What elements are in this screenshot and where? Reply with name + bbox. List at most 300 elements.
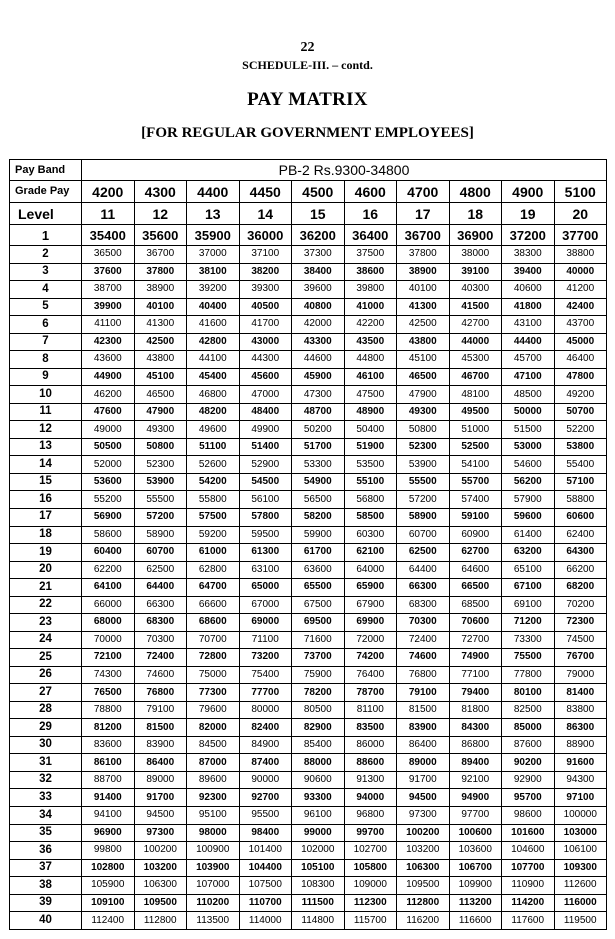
pay-value-cell: 55100 (344, 473, 397, 491)
cell-index: 34 (10, 807, 82, 825)
pay-value-cell: 76800 (397, 666, 450, 684)
matrix-row (10, 614, 607, 632)
level-cell: 13 (187, 203, 240, 225)
schedule-heading: SCHEDULE-III. – contd. (242, 58, 373, 72)
pay-value-cell: 101600 (502, 824, 555, 842)
pay-value-cell: 100900 (187, 842, 240, 860)
grade-pay-cell: 4200 (82, 181, 135, 203)
pay-value-cell: 117600 (502, 912, 555, 930)
pay-value-cell: 106700 (449, 859, 502, 877)
pay-value-cell: 114200 (502, 894, 555, 912)
pay-value-cell: 74900 (449, 649, 502, 667)
cell-index: 32 (10, 771, 82, 789)
pay-value-cell: 83900 (134, 736, 187, 754)
pay-value-cell: 64100 (82, 579, 135, 597)
cell-index: 33 (10, 789, 82, 807)
level-cell: 18 (449, 203, 502, 225)
pay-value-cell: 39300 (239, 281, 292, 299)
pay-value-cell: 38800 (554, 246, 607, 264)
pay-value-cell: 43800 (397, 333, 450, 351)
pay-value-cell: 43600 (82, 351, 135, 369)
pay-value-cell: 119500 (554, 912, 607, 930)
grade-pay-cell: 4800 (449, 181, 502, 203)
pay-value-cell: 50800 (134, 438, 187, 456)
pay-value-cell: 58800 (554, 491, 607, 509)
pay-value-cell: 110700 (239, 894, 292, 912)
pay-value-cell: 112300 (344, 894, 397, 912)
pay-value-cell: 40500 (239, 298, 292, 316)
page-number: 22 (300, 40, 315, 55)
pay-value-cell: 94300 (554, 771, 607, 789)
level-cell: 14 (239, 203, 292, 225)
pay-value-cell: 81500 (397, 701, 450, 719)
pay-value-cell: 80100 (502, 684, 555, 702)
pay-value-cell: 50400 (344, 421, 397, 439)
pay-value-cell: 96900 (82, 824, 135, 842)
pay-value-cell: 92900 (502, 771, 555, 789)
pay-value-cell: 43000 (239, 333, 292, 351)
pay-value-cell: 52300 (134, 456, 187, 474)
pay-value-cell: 98000 (187, 824, 240, 842)
pay-value-cell: 67100 (502, 579, 555, 597)
pay-value-cell: 65000 (239, 579, 292, 597)
cell-index: 10 (10, 386, 82, 404)
pay-value-cell: 57400 (449, 491, 502, 509)
pay-value-cell: 81500 (134, 719, 187, 737)
pay-value-cell: 53900 (134, 473, 187, 491)
pay-band-row (10, 160, 607, 181)
cell-index: 39 (10, 894, 82, 912)
pay-value-cell: 43800 (134, 351, 187, 369)
pay-value-cell: 95100 (187, 807, 240, 825)
pay-value-cell: 86400 (397, 736, 450, 754)
pay-value-cell: 84300 (449, 719, 502, 737)
pay-value-cell: 80500 (292, 701, 345, 719)
pay-value-cell: 49300 (134, 421, 187, 439)
pay-value-cell: 112400 (82, 912, 135, 930)
pay-value-cell: 66000 (82, 596, 135, 614)
pay-value-cell: 45000 (554, 333, 607, 351)
pay-value-cell: 42700 (449, 316, 502, 334)
cell-index: 4 (10, 281, 82, 299)
pay-value-cell: 35900 (187, 225, 240, 246)
pay-value-cell: 115700 (344, 912, 397, 930)
pay-value-cell: 59100 (449, 508, 502, 526)
pay-value-cell: 64400 (397, 561, 450, 579)
matrix-row (10, 316, 607, 334)
cell-index: 13 (10, 438, 82, 456)
pay-value-cell: 44800 (344, 351, 397, 369)
matrix-row (10, 456, 607, 474)
pay-value-cell: 97300 (397, 807, 450, 825)
pay-value-cell: 74200 (344, 649, 397, 667)
pay-value-cell: 49300 (397, 403, 450, 421)
matrix-row (10, 351, 607, 369)
pay-value-cell: 42300 (82, 333, 135, 351)
matrix-row (10, 631, 607, 649)
pay-value-cell: 62200 (82, 561, 135, 579)
pay-value-cell: 43700 (554, 316, 607, 334)
pay-value-cell: 106300 (397, 859, 450, 877)
pay-value-cell: 97300 (134, 824, 187, 842)
pay-value-cell: 49500 (449, 403, 502, 421)
pay-value-cell: 36500 (82, 246, 135, 264)
pay-value-cell: 42500 (134, 333, 187, 351)
matrix-row (10, 649, 607, 667)
pay-value-cell: 94500 (397, 789, 450, 807)
pay-value-cell: 105100 (292, 859, 345, 877)
pay-value-cell: 36700 (397, 225, 450, 246)
pay-value-cell: 89400 (449, 754, 502, 772)
pay-value-cell: 45100 (134, 368, 187, 386)
pay-value-cell: 81100 (344, 701, 397, 719)
pay-value-cell: 70700 (187, 631, 240, 649)
pay-value-cell: 51500 (502, 421, 555, 439)
pay-value-cell: 41300 (134, 316, 187, 334)
pay-value-cell: 39800 (344, 281, 397, 299)
pay-value-cell: 99000 (292, 824, 345, 842)
pay-value-cell: 46800 (187, 386, 240, 404)
pay-value-cell: 56900 (82, 508, 135, 526)
grade-pay-label: Grade Pay (10, 181, 82, 203)
cell-index: 40 (10, 912, 82, 930)
pay-value-cell: 94100 (82, 807, 135, 825)
pay-value-cell: 42400 (554, 298, 607, 316)
pay-value-cell: 85400 (292, 736, 345, 754)
pay-value-cell: 40300 (449, 281, 502, 299)
pay-value-cell: 36700 (134, 246, 187, 264)
matrix-row (10, 544, 607, 562)
pay-value-cell: 114800 (292, 912, 345, 930)
pay-value-cell: 82500 (502, 701, 555, 719)
pay-value-cell: 62500 (397, 544, 450, 562)
pay-value-cell: 41000 (344, 298, 397, 316)
pay-value-cell: 39100 (449, 263, 502, 281)
cell-index: 27 (10, 684, 82, 702)
pay-value-cell: 50500 (82, 438, 135, 456)
cell-index: 7 (10, 333, 82, 351)
pay-value-cell: 69100 (502, 596, 555, 614)
pay-value-cell: 47900 (134, 403, 187, 421)
cell-index: 5 (10, 298, 82, 316)
matrix-row (10, 491, 607, 509)
pay-value-cell: 50800 (397, 421, 450, 439)
pay-value-cell: 66500 (449, 579, 502, 597)
pay-value-cell: 72400 (397, 631, 450, 649)
pay-value-cell: 57800 (239, 508, 292, 526)
pay-value-cell: 84500 (187, 736, 240, 754)
pay-value-cell: 93300 (292, 789, 345, 807)
pay-value-cell: 68300 (397, 596, 450, 614)
pay-value-cell: 64400 (134, 579, 187, 597)
pay-value-cell: 52500 (449, 438, 502, 456)
pay-value-cell: 92100 (449, 771, 502, 789)
pay-value-cell: 116600 (449, 912, 502, 930)
pay-value-cell: 35400 (82, 225, 135, 246)
cell-index: 14 (10, 456, 82, 474)
pay-value-cell: 52000 (82, 456, 135, 474)
pay-value-cell: 103000 (554, 824, 607, 842)
pay-value-cell: 40800 (292, 298, 345, 316)
cell-index: 23 (10, 614, 82, 632)
matrix-row (10, 684, 607, 702)
pay-value-cell: 53600 (82, 473, 135, 491)
matrix-row (10, 333, 607, 351)
pay-value-cell: 66200 (554, 561, 607, 579)
pay-value-cell: 64300 (554, 544, 607, 562)
pay-value-cell: 106100 (554, 842, 607, 860)
pay-value-cell: 58900 (397, 508, 450, 526)
pay-value-cell: 53800 (554, 438, 607, 456)
pay-value-cell: 70000 (82, 631, 135, 649)
pay-value-cell: 37200 (502, 225, 555, 246)
pay-value-cell: 38000 (449, 246, 502, 264)
pay-value-cell: 60700 (397, 526, 450, 544)
grade-pay-cell: 4300 (134, 181, 187, 203)
pay-value-cell: 40400 (187, 298, 240, 316)
pay-value-cell: 50000 (502, 403, 555, 421)
pay-value-cell: 44600 (292, 351, 345, 369)
pay-value-cell: 46700 (449, 368, 502, 386)
matrix-row (10, 789, 607, 807)
pay-value-cell: 87400 (239, 754, 292, 772)
cell-index: 24 (10, 631, 82, 649)
pay-value-cell: 37800 (397, 246, 450, 264)
cell-index: 3 (10, 263, 82, 281)
pay-value-cell: 82900 (292, 719, 345, 737)
pay-value-cell: 62400 (554, 526, 607, 544)
pay-value-cell: 88700 (82, 771, 135, 789)
page-title: PAY MATRIX (247, 89, 368, 110)
pay-value-cell: 74300 (82, 666, 135, 684)
pay-value-cell: 43300 (292, 333, 345, 351)
pay-value-cell: 48700 (292, 403, 345, 421)
pay-value-cell: 90000 (239, 771, 292, 789)
pay-value-cell: 72300 (554, 614, 607, 632)
pay-value-cell: 48100 (449, 386, 502, 404)
pay-value-cell: 59500 (239, 526, 292, 544)
cell-index: 16 (10, 491, 82, 509)
level-cell: 11 (82, 203, 135, 225)
cell-index: 18 (10, 526, 82, 544)
pay-value-cell: 37000 (187, 246, 240, 264)
pay-value-cell: 95500 (239, 807, 292, 825)
pay-value-cell: 102800 (82, 859, 135, 877)
pay-value-cell: 63100 (239, 561, 292, 579)
pay-value-cell: 65900 (344, 579, 397, 597)
cell-index: 26 (10, 666, 82, 684)
pay-value-cell: 59200 (187, 526, 240, 544)
level-cell: 15 (292, 203, 345, 225)
pay-value-cell: 58900 (134, 526, 187, 544)
matrix-row (10, 754, 607, 772)
pay-value-cell: 38300 (502, 246, 555, 264)
pay-value-cell: 44400 (502, 333, 555, 351)
pay-value-cell: 97100 (554, 789, 607, 807)
cell-index: 8 (10, 351, 82, 369)
pay-value-cell: 77300 (187, 684, 240, 702)
pay-value-cell: 78800 (82, 701, 135, 719)
pay-value-cell: 86100 (82, 754, 135, 772)
pay-value-cell: 57900 (502, 491, 555, 509)
pay-value-cell: 70300 (397, 614, 450, 632)
pay-value-cell: 47100 (502, 368, 555, 386)
pay-value-cell: 55800 (187, 491, 240, 509)
pay-value-cell: 40000 (554, 263, 607, 281)
grade-pay-cell: 5100 (554, 181, 607, 203)
level-cell: 20 (554, 203, 607, 225)
pay-value-cell: 46100 (344, 368, 397, 386)
pay-value-cell: 76500 (82, 684, 135, 702)
pay-value-cell: 45900 (292, 368, 345, 386)
pay-value-cell: 68000 (82, 614, 135, 632)
pay-value-cell: 47800 (554, 368, 607, 386)
pay-value-cell: 47900 (397, 386, 450, 404)
pay-value-cell: 79600 (187, 701, 240, 719)
pay-value-cell: 53300 (292, 456, 345, 474)
pay-value-cell: 36400 (344, 225, 397, 246)
pay-value-cell: 60600 (554, 508, 607, 526)
grade-pay-cell: 4450 (239, 181, 292, 203)
pay-value-cell: 36000 (239, 225, 292, 246)
pay-value-cell: 72400 (134, 649, 187, 667)
pay-value-cell: 79400 (449, 684, 502, 702)
pay-value-cell: 60700 (134, 544, 187, 562)
pay-value-cell: 55200 (82, 491, 135, 509)
pay-value-cell: 47600 (82, 403, 135, 421)
pay-value-cell: 69500 (292, 614, 345, 632)
matrix-row (10, 298, 607, 316)
pay-value-cell: 37600 (82, 263, 135, 281)
pay-value-cell: 74600 (397, 649, 450, 667)
pay-value-cell: 116000 (554, 894, 607, 912)
pay-value-cell: 53000 (502, 438, 555, 456)
pay-value-cell: 88000 (292, 754, 345, 772)
pay-value-cell: 72100 (82, 649, 135, 667)
pay-value-cell: 42800 (187, 333, 240, 351)
pay-value-cell: 82400 (239, 719, 292, 737)
pay-value-cell: 41300 (397, 298, 450, 316)
matrix-row (10, 438, 607, 456)
pay-value-cell: 71100 (239, 631, 292, 649)
pay-value-cell: 51700 (292, 438, 345, 456)
pay-value-cell: 65500 (292, 579, 345, 597)
pay-value-cell: 68500 (449, 596, 502, 614)
pay-value-cell: 113200 (449, 894, 502, 912)
matrix-row (10, 894, 607, 912)
pay-value-cell: 62700 (449, 544, 502, 562)
pay-value-cell: 55400 (554, 456, 607, 474)
matrix-row (10, 912, 607, 930)
pay-value-cell: 67500 (292, 596, 345, 614)
matrix-row (10, 561, 607, 579)
level-label: Level (10, 203, 82, 225)
pay-value-cell: 107500 (239, 877, 292, 895)
pay-value-cell: 88600 (344, 754, 397, 772)
cell-index: 2 (10, 246, 82, 264)
pay-value-cell: 50700 (554, 403, 607, 421)
cell-index: 12 (10, 421, 82, 439)
pay-value-cell: 49000 (82, 421, 135, 439)
pay-value-cell: 76800 (134, 684, 187, 702)
pay-value-cell: 40100 (397, 281, 450, 299)
matrix-row (10, 508, 607, 526)
pay-value-cell: 42500 (397, 316, 450, 334)
pay-value-cell: 91700 (134, 789, 187, 807)
pay-value-cell: 39600 (292, 281, 345, 299)
pay-value-cell: 79100 (134, 701, 187, 719)
pay-value-cell: 58500 (344, 508, 397, 526)
pay-value-cell: 45300 (449, 351, 502, 369)
pay-value-cell: 110200 (187, 894, 240, 912)
pay-value-cell: 68200 (554, 579, 607, 597)
pay-value-cell: 51900 (344, 438, 397, 456)
pay-value-cell: 80000 (239, 701, 292, 719)
pay-value-cell: 52600 (187, 456, 240, 474)
pay-value-cell: 86300 (554, 719, 607, 737)
pay-value-cell: 40600 (502, 281, 555, 299)
pay-value-cell: 48400 (239, 403, 292, 421)
pay-value-cell: 109900 (449, 877, 502, 895)
pay-value-cell: 62100 (344, 544, 397, 562)
pay-value-cell: 48500 (502, 386, 555, 404)
pay-value-cell: 97700 (449, 807, 502, 825)
pay-value-cell: 41600 (187, 316, 240, 334)
pay-value-cell: 50200 (292, 421, 345, 439)
pay-value-cell: 54500 (239, 473, 292, 491)
pay-value-cell: 86400 (134, 754, 187, 772)
pay-value-cell: 61400 (502, 526, 555, 544)
pay-value-cell: 38400 (292, 263, 345, 281)
pay-value-cell: 56200 (502, 473, 555, 491)
pay-value-cell: 108300 (292, 877, 345, 895)
pay-value-cell: 43500 (344, 333, 397, 351)
pay-value-cell: 57100 (554, 473, 607, 491)
pay-value-cell: 39200 (187, 281, 240, 299)
pay-value-cell: 47000 (239, 386, 292, 404)
pay-value-cell: 112600 (554, 877, 607, 895)
pay-value-cell: 100200 (397, 824, 450, 842)
pay-value-cell: 72800 (187, 649, 240, 667)
cell-index: 20 (10, 561, 82, 579)
page-subtitle: [FOR REGULAR GOVERNMENT EMPLOYEES] (141, 125, 474, 141)
cell-index: 1 (10, 225, 82, 246)
pay-value-cell: 39900 (82, 298, 135, 316)
level-cell: 17 (397, 203, 450, 225)
cell-index: 22 (10, 596, 82, 614)
pay-value-cell: 79100 (397, 684, 450, 702)
pay-value-cell: 109500 (134, 894, 187, 912)
pay-value-cell: 68300 (134, 614, 187, 632)
pay-value-cell: 38900 (397, 263, 450, 281)
pay-value-cell: 38600 (344, 263, 397, 281)
pay-value-cell: 45600 (239, 368, 292, 386)
matrix-row (10, 246, 607, 264)
pay-value-cell: 91700 (397, 771, 450, 789)
pay-value-cell: 86000 (344, 736, 397, 754)
pay-value-cell: 89000 (397, 754, 450, 772)
pay-value-cell: 35600 (134, 225, 187, 246)
pay-value-cell: 87000 (187, 754, 240, 772)
pay-value-cell: 99700 (344, 824, 397, 842)
pay-value-cell: 66300 (397, 579, 450, 597)
pay-value-cell: 107000 (187, 877, 240, 895)
pay-value-cell: 37700 (554, 225, 607, 246)
pay-value-cell: 42200 (344, 316, 397, 334)
matrix-row (10, 596, 607, 614)
pay-value-cell: 52200 (554, 421, 607, 439)
pay-value-cell: 49900 (239, 421, 292, 439)
